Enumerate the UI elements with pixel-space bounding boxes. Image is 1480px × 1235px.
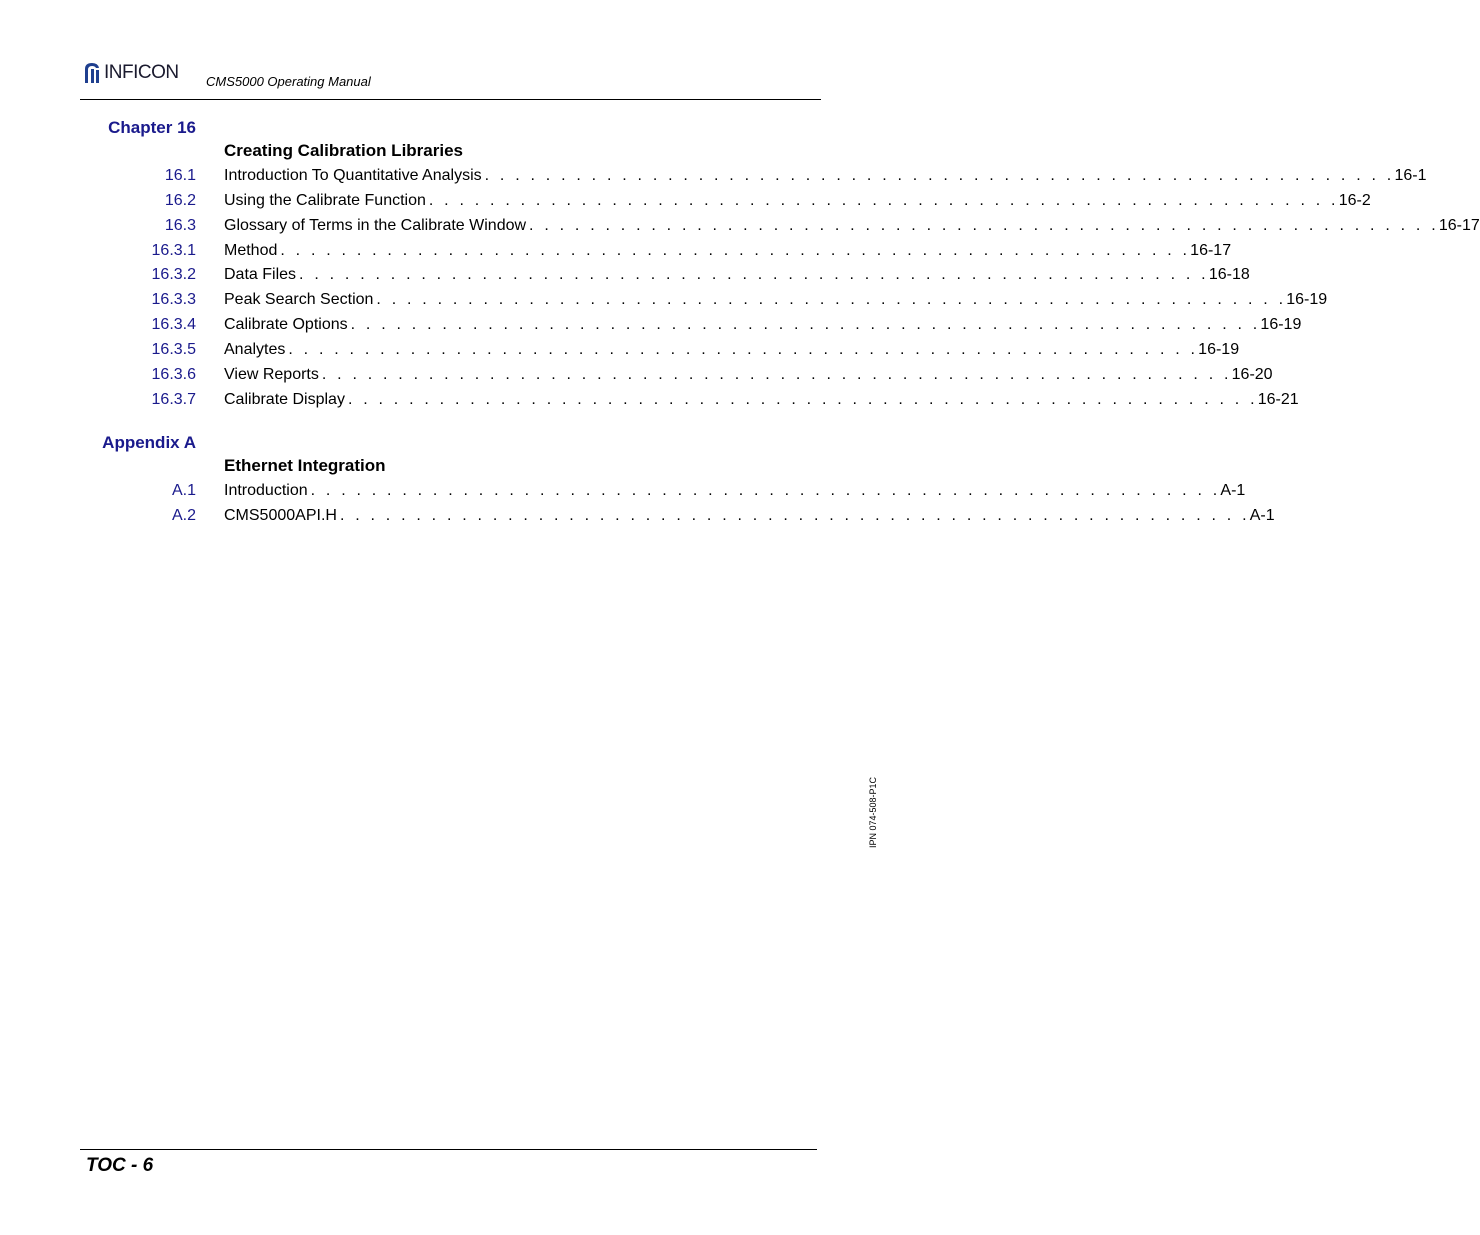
toc-entry[interactable] — [0, 507, 1275, 529]
toc-entry-title: Method — [224, 242, 278, 259]
logo-wordmark: INFICON — [104, 62, 179, 83]
toc-entry-page: 16-17 — [1190, 242, 1232, 259]
toc-entry-number[interactable]: 16.2 — [164, 192, 196, 209]
toc-entry-number[interactable]: 16.3.3 — [151, 291, 196, 308]
leader-dots: . . . . . . . . . . . . . . . . . . . . . . . . . . . . . . . . . . . . . . . . . . . . . . . . . . . . . . . . . . . . — [310, 482, 1221, 499]
toc-entry-page: 16-19 — [1198, 341, 1240, 358]
toc-entry-title: Introduction To Quantitative Analysis — [224, 167, 482, 184]
toc-entry-page: A-1 — [1249, 507, 1275, 524]
toc-entry-title: View Reports — [224, 366, 319, 383]
toc-entry[interactable] — [0, 366, 1273, 388]
leader-dots: . . . . . . . . . . . . . . . . . . . . . . . . . . . . . . . . . . . . . . . . . . . . . . . . . . . . . . . . . . . . — [484, 167, 1395, 184]
toc-entry-number[interactable]: 16.3.2 — [151, 266, 196, 283]
leader-dots: . . . . . . . . . . . . . . . . . . . . . . . . . . . . . . . . . . . . . . . . . . . . . . . . . . . . . . . . . . . . — [299, 266, 1209, 283]
toc-entry[interactable] — [0, 482, 1246, 504]
toc-entry-title: Analytes — [224, 341, 286, 358]
appendix-title: Ethernet Integration — [224, 456, 386, 475]
toc-entry-title: Glossary of Terms in the Calibrate Window — [224, 217, 527, 234]
toc-entry-number[interactable]: 16.3.1 — [151, 242, 196, 259]
toc-entry-number[interactable]: 16.3.4 — [151, 316, 196, 333]
leader-dots: . . . . . . . . . . . . . . . . . . . . . . . . . . . . . . . . . . . . . . . . . . . . . . . . . . . . . . . . . . . . — [428, 192, 1339, 209]
toc-entry-number[interactable]: 16.3 — [164, 217, 196, 234]
leader-dots: . . . . . . . . . . . . . . . . . . . . . . . . . . . . . . . . . . . . . . . . . . . . . . . . . . . . . . . . . . . . — [350, 316, 1261, 333]
leader-dots: . . . . . . . . . . . . . . . . . . . . . . . . . . . . . . . . . . . . . . . . . . . . . . . . . . . . . . . . . . . . — [529, 217, 1439, 234]
document-title: CMS5000 Operating Manual — [206, 74, 371, 89]
inficon-logo — [82, 61, 179, 85]
toc-entry-title: Introduction — [224, 482, 308, 499]
toc-entry-page: 16-17 — [1438, 217, 1480, 234]
leader-dots: . . . . . . . . . . . . . . . . . . . . . . . . . . . . . . . . . . . . . . . . . . . . . . . . . . . . . . . . . . . . — [321, 366, 1232, 383]
toc-entry-page: 16-1 — [1394, 167, 1427, 184]
toc-entry-page: 16-21 — [1257, 391, 1299, 408]
leader-dots: . . . . . . . . . . . . . . . . . . . . . . . . . . . . . . . . . . . . . . . . . . . . . . . . . . . . . . . . . . . . — [347, 391, 1258, 408]
leader-dots: . . . . . . . . . . . . . . . . . . . . . . . . . . . . . . . . . . . . . . . . . . . . . . . . . . . . . . . . . . . . — [339, 507, 1250, 524]
chapter-title: Creating Calibration Libraries — [224, 141, 463, 160]
appendix-label[interactable]: Appendix A — [102, 433, 196, 452]
toc-entry[interactable] — [0, 291, 1328, 313]
toc-entry-page: 16-20 — [1231, 366, 1273, 383]
toc-entry[interactable] — [0, 192, 1371, 214]
document-part-number: IPN 074-508-P1C — [868, 776, 878, 848]
toc-entry[interactable] — [0, 341, 1240, 363]
toc-entry[interactable] — [0, 217, 1480, 239]
toc-entry[interactable] — [0, 266, 1250, 288]
inficon-logo-mark-icon — [82, 61, 102, 85]
toc-entry[interactable] — [0, 242, 1232, 264]
chapter-label[interactable]: Chapter 16 — [108, 118, 196, 137]
leader-dots: . . . . . . . . . . . . . . . . . . . . . . . . . . . . . . . . . . . . . . . . . . . . . . . . . . . . . . . . . . . . — [288, 341, 1199, 358]
toc-entry-title: Peak Search Section — [224, 291, 374, 308]
toc-entry-title: CMS5000API.H — [224, 507, 337, 524]
toc-entry-page: 16-19 — [1286, 291, 1328, 308]
page-number-label: TOC - 6 — [86, 1155, 154, 1176]
toc-entry[interactable] — [0, 391, 1299, 413]
toc-entry-number[interactable]: A.2 — [171, 507, 196, 524]
toc-entry-page: A-1 — [1220, 482, 1246, 499]
toc-entry-title: Using the Calibrate Function — [224, 192, 426, 209]
footer-divider — [80, 1149, 817, 1150]
toc-entry[interactable] — [0, 316, 1302, 338]
toc-entry-page: 16-19 — [1260, 316, 1302, 333]
toc-entry-number[interactable]: 16.3.5 — [151, 341, 196, 358]
toc-entry-page: 16-2 — [1338, 192, 1371, 209]
toc-entry-number[interactable]: A.1 — [171, 482, 196, 499]
toc-entry-title: Calibrate Display — [224, 391, 345, 408]
toc-entry[interactable] — [0, 167, 1427, 189]
toc-entry-number[interactable]: 16.3.7 — [151, 391, 196, 408]
toc-entry-title: Data Files — [224, 266, 297, 283]
header-divider — [80, 99, 821, 100]
toc-entry-title: Calibrate Options — [224, 316, 348, 333]
leader-dots: . . . . . . . . . . . . . . . . . . . . . . . . . . . . . . . . . . . . . . . . . . . . . . . . . . . . . . . . . . . . — [280, 242, 1191, 259]
page-header — [80, 58, 820, 100]
toc-entry-page: 16-18 — [1208, 266, 1250, 283]
toc-entry-number[interactable]: 16.1 — [164, 167, 196, 184]
toc-entry-number[interactable]: 16.3.6 — [151, 366, 196, 383]
leader-dots: . . . . . . . . . . . . . . . . . . . . . . . . . . . . . . . . . . . . . . . . . . . . . . . . . . . . . . . . . . . . — [376, 291, 1287, 308]
